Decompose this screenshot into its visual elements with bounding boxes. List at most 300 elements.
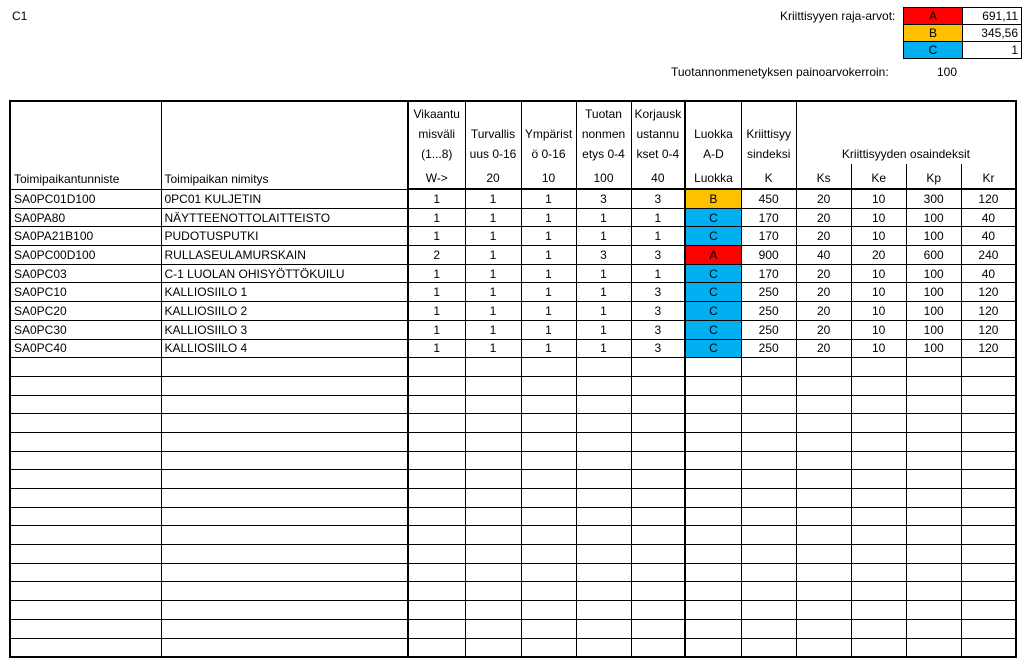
threshold-class: C <box>904 42 963 59</box>
cell-name <box>161 395 408 414</box>
cell-tuot: 1 <box>576 227 631 246</box>
cell-ks <box>796 638 851 657</box>
cell-k: 900 <box>741 246 796 265</box>
cell-vika: 1 <box>408 320 465 339</box>
class-badge: B <box>709 191 718 206</box>
cell-turva: 1 <box>465 339 521 358</box>
cell-tuot <box>576 470 631 489</box>
cell-name <box>161 470 408 489</box>
table-row <box>10 246 1016 265</box>
cell-ks: 20 <box>796 320 851 339</box>
cell-luokka <box>685 470 741 489</box>
cell-luokka <box>685 264 741 283</box>
cell-id: SA0PC40 <box>10 339 161 358</box>
thresholds-title: Kriittisyyen raja-arvot: <box>780 9 896 23</box>
subheader-korj: 40 <box>631 164 685 189</box>
cell-luokka <box>685 545 741 564</box>
cell-k: 170 <box>741 208 796 227</box>
table-row <box>10 358 1016 377</box>
cell-turva: 1 <box>465 283 521 302</box>
cell-korj <box>631 619 685 638</box>
cell-k <box>741 582 796 601</box>
cell-luokka <box>685 414 741 433</box>
table-row <box>10 638 1016 657</box>
cell-k <box>741 526 796 545</box>
cell-vika <box>408 582 465 601</box>
cell-name: KALLIOSIILO 4 <box>161 339 408 358</box>
cell-ke: 10 <box>851 227 906 246</box>
cell-turva <box>465 563 521 582</box>
cell-kp <box>906 395 961 414</box>
cell-ks <box>796 489 851 508</box>
subheader-vika: W-> <box>408 164 465 189</box>
cell-name <box>161 582 408 601</box>
cell-ymp <box>521 526 576 545</box>
cell-id <box>10 582 161 601</box>
cell-ymp <box>521 563 576 582</box>
cell-kr: 120 <box>961 283 1016 302</box>
cell-korj: 1 <box>631 208 685 227</box>
cell-ks <box>796 507 851 526</box>
cell-korj <box>631 526 685 545</box>
cell-korj <box>631 358 685 377</box>
cell-ke: 10 <box>851 320 906 339</box>
cell-turva <box>465 376 521 395</box>
cell-id: SA0PC03 <box>10 264 161 283</box>
cell-luokka <box>685 208 741 227</box>
cell-kr <box>961 395 1016 414</box>
table-row <box>10 208 1016 227</box>
cell-vika <box>408 376 465 395</box>
cell-id <box>10 601 161 620</box>
cell-id: SA0PC20 <box>10 302 161 321</box>
cell-kp: 300 <box>906 189 961 208</box>
cell-id <box>10 545 161 564</box>
cell-k <box>741 545 796 564</box>
cell-ke <box>851 489 906 508</box>
cell-ks <box>796 432 851 451</box>
cell-ymp <box>521 432 576 451</box>
col-header-osa: Kriittisyyden osaindeksit <box>796 101 1016 164</box>
cell-kr <box>961 489 1016 508</box>
cell-kp: 100 <box>906 320 961 339</box>
cell-vika <box>408 358 465 377</box>
cell-tuot: 3 <box>576 246 631 265</box>
cell-kr: 120 <box>961 320 1016 339</box>
table-row <box>10 376 1016 395</box>
cell-ke: 10 <box>851 264 906 283</box>
cell-korj <box>631 395 685 414</box>
cell-name: PUDOTUSPUTKI <box>161 227 408 246</box>
weight-value: 100 <box>937 65 958 79</box>
cell-kp <box>906 638 961 657</box>
cell-vika <box>408 451 465 470</box>
cell-tuot <box>576 545 631 564</box>
cell-id <box>10 489 161 508</box>
cell-kr <box>961 432 1016 451</box>
cell-korj <box>631 489 685 508</box>
cell-kr <box>961 601 1016 620</box>
cell-turva <box>465 489 521 508</box>
cell-kp: 100 <box>906 339 961 358</box>
cell-ke <box>851 526 906 545</box>
cell-ke <box>851 376 906 395</box>
table-row <box>10 189 1016 208</box>
cell-kp <box>906 526 961 545</box>
cell-kp <box>906 489 961 508</box>
class-badge: C <box>709 266 718 281</box>
cell-korj <box>631 470 685 489</box>
cell-luokka <box>685 227 741 246</box>
cell-korj <box>631 545 685 564</box>
cell-name: KALLIOSIILO 1 <box>161 283 408 302</box>
cell-ymp <box>521 582 576 601</box>
cell-ymp <box>521 545 576 564</box>
cell-turva: 1 <box>465 227 521 246</box>
cell-turva <box>465 545 521 564</box>
cell-turva <box>465 414 521 433</box>
cell-k <box>741 619 796 638</box>
cell-ke <box>851 451 906 470</box>
cell-vika <box>408 395 465 414</box>
col-header-luokka: Luokka A-D <box>685 101 741 164</box>
threshold-class: A <box>904 8 963 25</box>
cell-luokka <box>685 432 741 451</box>
cell-kr: 120 <box>961 189 1016 208</box>
cell-ks <box>796 470 851 489</box>
cell-luokka <box>685 526 741 545</box>
table-row <box>10 582 1016 601</box>
cell-name: KALLIOSIILO 2 <box>161 302 408 321</box>
cell-vika <box>408 601 465 620</box>
cell-id <box>10 507 161 526</box>
cell-id <box>10 470 161 489</box>
cell-id: SA0PC00D100 <box>10 246 161 265</box>
table-row <box>10 339 1016 358</box>
cell-kp <box>906 432 961 451</box>
cell-ks <box>796 414 851 433</box>
cell-ke <box>851 638 906 657</box>
cell-k <box>741 638 796 657</box>
cell-turva: 1 <box>465 320 521 339</box>
col-header-kriit: Kriittisyy sindeksi <box>741 101 796 164</box>
cell-k: 250 <box>741 302 796 321</box>
cell-kr <box>961 545 1016 564</box>
cell-vika <box>408 489 465 508</box>
cell-turva: 1 <box>465 302 521 321</box>
col-header-tuot: Tuotan nonmen etys 0-4 <box>576 101 631 164</box>
cell-ks <box>796 376 851 395</box>
cell-ks <box>796 526 851 545</box>
cell-tuot <box>576 414 631 433</box>
cell-kp <box>906 545 961 564</box>
cell-luokka <box>685 582 741 601</box>
cell-ke <box>851 507 906 526</box>
cell-k <box>741 489 796 508</box>
col-header-ymp: Ympärist ö 0-16 <box>521 101 576 164</box>
subheader-ymp: 10 <box>521 164 576 189</box>
cell-luokka <box>685 489 741 508</box>
cell-ks: 20 <box>796 208 851 227</box>
cell-kp: 100 <box>906 208 961 227</box>
cell-id <box>10 563 161 582</box>
cell-k <box>741 414 796 433</box>
cell-tuot: 1 <box>576 302 631 321</box>
cell-k: 250 <box>741 320 796 339</box>
cell-ks: 20 <box>796 302 851 321</box>
cell-korj: 3 <box>631 339 685 358</box>
cell-ymp <box>521 451 576 470</box>
cell-kp: 100 <box>906 302 961 321</box>
cell-kp <box>906 507 961 526</box>
table-row <box>10 320 1016 339</box>
cell-ke <box>851 432 906 451</box>
cell-ymp: 1 <box>521 227 576 246</box>
cell-kr <box>961 376 1016 395</box>
cell-kp <box>906 470 961 489</box>
cell-ymp <box>521 376 576 395</box>
cell-ks: 20 <box>796 189 851 208</box>
cell-luokka <box>685 395 741 414</box>
sheet-label: C1 <box>12 9 28 23</box>
threshold-row <box>904 25 1022 42</box>
cell-kr <box>961 563 1016 582</box>
class-badge: A <box>709 247 718 262</box>
cell-kp <box>906 619 961 638</box>
cell-ke: 10 <box>851 208 906 227</box>
table-row <box>10 432 1016 451</box>
subheader-kp: Kp <box>906 164 961 189</box>
cell-ymp <box>521 395 576 414</box>
table-row <box>10 451 1016 470</box>
cell-tuot <box>576 432 631 451</box>
cell-ymp: 1 <box>521 189 576 208</box>
cell-turva <box>465 432 521 451</box>
cell-vika <box>408 563 465 582</box>
cell-vika <box>408 619 465 638</box>
cell-k <box>741 470 796 489</box>
table-row <box>10 563 1016 582</box>
cell-kp: 100 <box>906 283 961 302</box>
cell-turva <box>465 619 521 638</box>
cell-kr <box>961 451 1016 470</box>
cell-id <box>10 619 161 638</box>
cell-name <box>161 563 408 582</box>
cell-ke <box>851 414 906 433</box>
subheader-ke: Ke <box>851 164 906 189</box>
cell-vika: 1 <box>408 302 465 321</box>
cell-vika <box>408 470 465 489</box>
cell-tuot <box>576 619 631 638</box>
subheader-turva: 20 <box>465 164 521 189</box>
cell-ymp <box>521 507 576 526</box>
cell-kp <box>906 582 961 601</box>
cell-tuot: 1 <box>576 320 631 339</box>
cell-ymp: 1 <box>521 208 576 227</box>
cell-vika: 1 <box>408 208 465 227</box>
cell-turva <box>465 470 521 489</box>
table-row <box>10 545 1016 564</box>
cell-kr: 40 <box>961 208 1016 227</box>
cell-tuot <box>576 526 631 545</box>
cell-luokka <box>685 302 741 321</box>
cell-ymp: 1 <box>521 339 576 358</box>
cell-k <box>741 376 796 395</box>
weight-label: Tuotannonmenetyksen painoarvokerroin: <box>671 65 889 79</box>
table-row <box>10 227 1016 246</box>
col-header-korj: Korjausk ustannu kset 0-4 <box>631 101 685 164</box>
threshold-value: 691,11 <box>963 8 1022 25</box>
cell-ks <box>796 601 851 620</box>
cell-kp: 100 <box>906 227 961 246</box>
class-badge: C <box>709 303 718 318</box>
table-row <box>10 489 1016 508</box>
cell-tuot <box>576 376 631 395</box>
cell-vika <box>408 507 465 526</box>
cell-turva: 1 <box>465 189 521 208</box>
cell-name: KALLIOSIILO 3 <box>161 320 408 339</box>
cell-ke <box>851 470 906 489</box>
cell-name: C-1 LUOLAN OHISYÖTTÖKUILU <box>161 264 408 283</box>
cell-kr: 240 <box>961 246 1016 265</box>
cell-kr: 120 <box>961 302 1016 321</box>
cell-k <box>741 507 796 526</box>
cell-vika <box>408 638 465 657</box>
cell-name <box>161 451 408 470</box>
cell-id: SA0PC30 <box>10 320 161 339</box>
cell-kp <box>906 414 961 433</box>
table-row <box>10 526 1016 545</box>
cell-kr: 40 <box>961 227 1016 246</box>
class-badge: C <box>709 322 718 337</box>
subheader-tuot: 100 <box>576 164 631 189</box>
class-badge: C <box>709 285 718 300</box>
cell-luokka <box>685 451 741 470</box>
cell-korj <box>631 432 685 451</box>
threshold-value: 1 <box>963 42 1022 59</box>
cell-korj: 3 <box>631 189 685 208</box>
cell-korj <box>631 582 685 601</box>
cell-kp <box>906 451 961 470</box>
cell-kr <box>961 619 1016 638</box>
cell-ymp <box>521 489 576 508</box>
cell-luokka <box>685 320 741 339</box>
cell-ks <box>796 451 851 470</box>
cell-ks <box>796 358 851 377</box>
cell-ke <box>851 563 906 582</box>
cell-turva <box>465 507 521 526</box>
threshold-row <box>904 8 1022 25</box>
cell-turva <box>465 638 521 657</box>
cell-tuot <box>576 601 631 620</box>
col-header-id: Toimipaikantunniste <box>10 101 161 189</box>
cell-name: RULLASEULAMURSKAIN <box>161 246 408 265</box>
class-badge: C <box>709 210 718 225</box>
cell-k <box>741 601 796 620</box>
thresholds-table <box>903 7 1022 59</box>
cell-luokka <box>685 619 741 638</box>
cell-id <box>10 432 161 451</box>
cell-name: NÄYTTEENOTTOLAITTEISTO <box>161 208 408 227</box>
cell-ymp: 1 <box>521 320 576 339</box>
cell-ymp <box>521 414 576 433</box>
cell-kr <box>961 507 1016 526</box>
cell-k: 450 <box>741 189 796 208</box>
cell-id: SA0PC10 <box>10 283 161 302</box>
cell-ymp: 1 <box>521 246 576 265</box>
cell-kr <box>961 638 1016 657</box>
cell-id: SA0PA21B100 <box>10 227 161 246</box>
cell-vika <box>408 545 465 564</box>
cell-k: 250 <box>741 283 796 302</box>
cell-turva <box>465 451 521 470</box>
cell-name <box>161 545 408 564</box>
cell-id <box>10 638 161 657</box>
threshold-row <box>904 42 1022 59</box>
cell-id <box>10 358 161 377</box>
cell-kr: 120 <box>961 339 1016 358</box>
cell-korj <box>631 414 685 433</box>
cell-kp <box>906 563 961 582</box>
table-row <box>10 601 1016 620</box>
cell-name <box>161 507 408 526</box>
cell-ymp: 1 <box>521 283 576 302</box>
cell-ymp <box>521 470 576 489</box>
cell-tuot: 1 <box>576 264 631 283</box>
class-badge: C <box>709 229 718 244</box>
cell-tuot <box>576 451 631 470</box>
subheader-kr: Kr <box>961 164 1016 189</box>
cell-ks <box>796 582 851 601</box>
cell-vika: 1 <box>408 283 465 302</box>
cell-k <box>741 451 796 470</box>
cell-turva <box>465 526 521 545</box>
cell-vika <box>408 526 465 545</box>
cell-turva: 1 <box>465 208 521 227</box>
cell-korj <box>631 638 685 657</box>
cell-luokka <box>685 339 741 358</box>
cell-ke: 10 <box>851 339 906 358</box>
table-row <box>10 470 1016 489</box>
cell-kr <box>961 526 1016 545</box>
table-row <box>10 619 1016 638</box>
cell-name <box>161 619 408 638</box>
cell-vika: 1 <box>408 227 465 246</box>
cell-korj <box>631 376 685 395</box>
cell-korj: 3 <box>631 320 685 339</box>
cell-ke <box>851 358 906 377</box>
table-row <box>10 507 1016 526</box>
cell-luokka <box>685 563 741 582</box>
cell-id <box>10 414 161 433</box>
cell-tuot: 1 <box>576 283 631 302</box>
cell-korj: 3 <box>631 302 685 321</box>
cell-k <box>741 358 796 377</box>
cell-vika: 2 <box>408 246 465 265</box>
cell-tuot: 1 <box>576 339 631 358</box>
cell-name <box>161 414 408 433</box>
subheader-luokka: Luokka <box>685 164 741 189</box>
cell-korj: 1 <box>631 227 685 246</box>
cell-luokka <box>685 189 741 208</box>
cell-name <box>161 489 408 508</box>
cell-ks <box>796 563 851 582</box>
cell-kr <box>961 582 1016 601</box>
cell-ks: 20 <box>796 227 851 246</box>
cell-ke <box>851 619 906 638</box>
cell-ke: 10 <box>851 302 906 321</box>
cell-korj <box>631 601 685 620</box>
